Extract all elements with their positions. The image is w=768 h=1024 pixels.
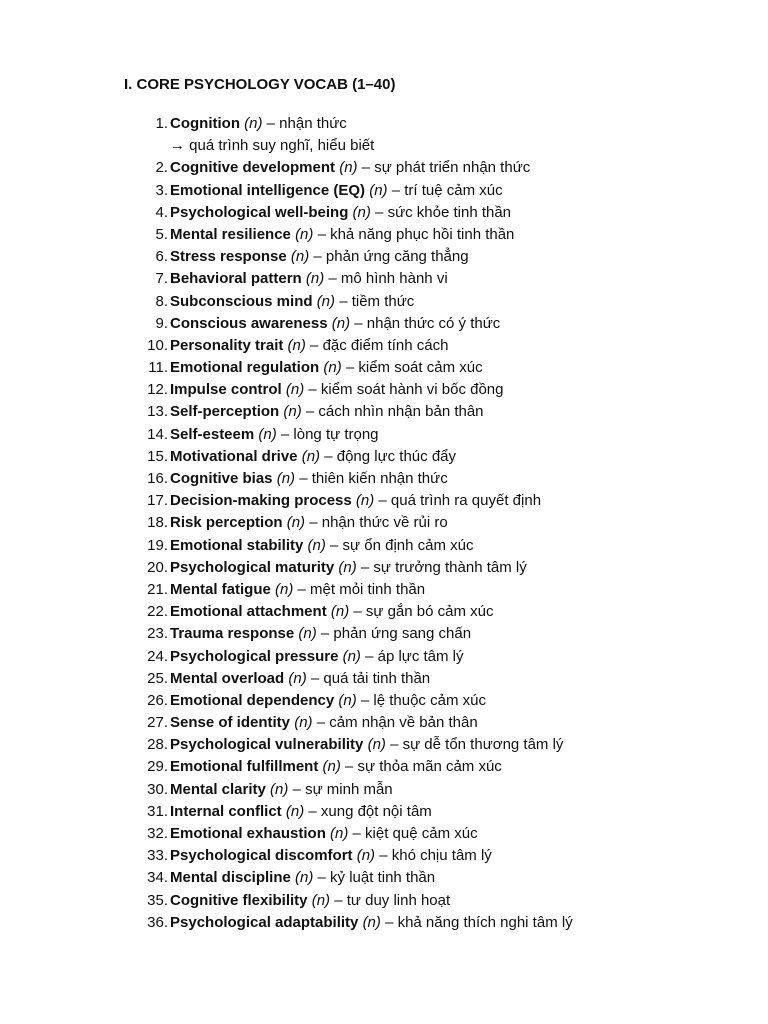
item-number: 12. [147, 381, 168, 399]
item-meaning: – khả năng phục hồi tinh thần [313, 225, 515, 243]
item-number: 2. [155, 159, 168, 177]
vocab-item [124, 668, 744, 690]
vocab-item [124, 490, 744, 512]
item-term: Psychological vulnerability [170, 736, 364, 754]
item-number: 23. [147, 625, 168, 643]
item-meaning: – lòng tự trọng [276, 425, 379, 443]
item-part-of-speech: (n) [352, 203, 371, 221]
item-term: Behavioral pattern [170, 270, 302, 288]
item-entry [170, 446, 456, 468]
item-meaning: – xung đột nội tâm [304, 802, 432, 820]
item-part-of-speech: (n) [294, 714, 313, 732]
item-meaning: – kiểm soát hành vi bốc đồng [304, 381, 504, 399]
item-meaning: – phản ứng căng thẳng [309, 248, 469, 266]
item-part-of-speech: (n) [342, 647, 361, 665]
item-entry [170, 601, 493, 623]
item-part-of-speech: (n) [275, 580, 294, 598]
vocab-item [124, 379, 744, 401]
vocab-list [124, 113, 744, 934]
item-entry [170, 268, 448, 290]
item-meaning: – sự thỏa mãn cảm xúc [340, 758, 502, 776]
item-meaning: – lệ thuộc cảm xúc [356, 691, 486, 709]
item-entry [170, 113, 347, 135]
vocab-item [124, 779, 744, 801]
vocab-item [124, 867, 744, 889]
vocab-item [124, 512, 744, 534]
item-entry [170, 157, 530, 179]
item-term: Decision-making process [170, 492, 352, 510]
item-meaning: – thiên kiến nhận thức [295, 470, 448, 488]
item-number: 19. [147, 536, 168, 554]
vocab-item [124, 424, 744, 446]
vocab-item [124, 890, 744, 912]
item-number: 27. [147, 714, 168, 732]
item-number: 17. [147, 492, 168, 510]
vocab-item [124, 291, 744, 313]
item-part-of-speech: (n) [258, 425, 277, 443]
item-entry [170, 557, 527, 579]
item-part-of-speech: (n) [330, 825, 349, 843]
item-entry [170, 867, 435, 889]
item-number: 8. [155, 292, 168, 310]
item-meaning: – tiềm thức [335, 292, 415, 310]
item-term: Risk perception [170, 514, 283, 532]
item-entry [170, 401, 484, 423]
item-term: Psychological well-being [170, 203, 349, 221]
vocab-item [124, 623, 744, 645]
item-entry [170, 823, 478, 845]
item-term: Self-esteem [170, 425, 255, 443]
vocab-item [124, 823, 744, 845]
vocab-item [124, 335, 744, 357]
item-entry [170, 357, 483, 379]
item-entry [170, 712, 478, 734]
item-term: Emotional intelligence (EQ) [170, 181, 366, 199]
item-number: 21. [147, 580, 168, 598]
item-meaning: – khả năng thích nghi tâm lý [380, 913, 573, 931]
item-part-of-speech: (n) [356, 847, 376, 865]
item-number: 24. [147, 647, 168, 665]
item-number: 25. [147, 669, 168, 687]
item-entry [170, 779, 393, 801]
item-part-of-speech: (n) [301, 447, 321, 465]
item-number: 32. [147, 825, 168, 843]
item-part-of-speech: (n) [270, 780, 289, 798]
item-entry [170, 734, 563, 756]
item-part-of-speech: (n) [298, 625, 317, 643]
item-term: Trauma response [170, 625, 295, 643]
item-part-of-speech: (n) [290, 248, 310, 266]
item-entry [170, 379, 504, 401]
vocab-item [124, 313, 744, 335]
vocab-item [124, 180, 744, 202]
item-entry [170, 512, 448, 534]
item-entry [170, 801, 432, 823]
item-meaning: – kỷ luật tinh thần [313, 869, 436, 887]
item-term: Internal conflict [170, 802, 282, 820]
item-part-of-speech: (n) [305, 270, 325, 288]
item-number: 35. [147, 891, 168, 909]
item-number: 29. [147, 758, 168, 776]
item-meaning: – sự minh mẫn [288, 780, 393, 798]
item-part-of-speech: (n) [311, 891, 331, 909]
item-term: Mental fatigue [170, 580, 271, 598]
item-entry [170, 246, 469, 268]
item-part-of-speech: (n) [338, 558, 357, 576]
item-term: Emotional exhaustion [170, 825, 326, 843]
item-part-of-speech: (n) [339, 159, 358, 177]
item-number: 30. [147, 780, 168, 798]
item-number: 28. [147, 736, 168, 754]
item-entry [170, 180, 503, 202]
item-entry [170, 468, 448, 490]
item-number: 1. [155, 115, 168, 132]
item-term: Cognitive development [170, 159, 336, 177]
item-entry [170, 291, 414, 313]
vocab-item [124, 446, 744, 468]
item-part-of-speech: (n) [295, 225, 314, 243]
item-number: 10. [147, 336, 168, 354]
item-term: Mental overload [170, 669, 285, 687]
item-part-of-speech: (n) [362, 913, 381, 931]
item-term: Stress response [170, 248, 287, 266]
item-entry [170, 668, 430, 690]
item-term: Emotional stability [170, 536, 304, 554]
item-term: Emotional fulfillment [170, 758, 319, 776]
vocab-item [124, 157, 744, 179]
item-part-of-speech: (n) [338, 691, 357, 709]
item-meaning: – kiểm soát cảm xúc [341, 359, 483, 377]
item-term: Cognitive flexibility [170, 891, 308, 909]
item-entry [170, 224, 514, 246]
item-meaning: – động lực thúc đẩy [320, 447, 457, 465]
vocab-item [124, 579, 744, 601]
item-meaning: – mô hình hành vi [324, 270, 448, 288]
item-meaning: – quá trình ra quyết định [374, 492, 542, 510]
vocab-item [124, 845, 744, 867]
item-term: Emotional regulation [170, 359, 320, 377]
item-sub-note: → quá trình suy nghĩ, hiểu biết [170, 137, 375, 155]
item-part-of-speech: (n) [355, 492, 375, 510]
item-number: 34. [147, 869, 168, 887]
vocab-item [124, 401, 744, 423]
item-term: Motivational drive [170, 447, 298, 465]
item-number: 20. [147, 558, 168, 576]
item-term: Mental clarity [170, 780, 266, 798]
vocab-item [124, 557, 744, 579]
item-number: 36. [147, 913, 168, 931]
item-number: 15. [147, 447, 168, 465]
item-entry [170, 912, 573, 934]
vocab-item [124, 734, 744, 756]
item-meaning: – sự ổn định cảm xúc [325, 536, 474, 554]
item-term: Mental resilience [170, 225, 291, 243]
vocab-item [124, 912, 744, 934]
item-entry [170, 535, 474, 557]
item-term: Conscious awareness [170, 314, 328, 332]
item-part-of-speech: (n) [323, 359, 342, 377]
item-term: Psychological adaptability [170, 913, 359, 931]
item-entry [170, 890, 450, 912]
item-part-of-speech: (n) [285, 381, 305, 399]
item-number: 3. [155, 181, 168, 199]
vocab-item [124, 246, 744, 268]
item-entry [170, 579, 425, 601]
item-term: Psychological discomfort [170, 847, 353, 865]
item-meaning: – phản ứng sang chấn [316, 625, 472, 643]
item-part-of-speech: (n) [286, 514, 306, 532]
item-term: Impulse control [170, 381, 282, 399]
item-number: 7. [155, 270, 168, 288]
item-number: 18. [147, 514, 168, 532]
item-meaning: – nhận thức [262, 115, 347, 132]
item-entry [170, 690, 486, 712]
item-number: 9. [155, 314, 168, 332]
item-term: Subconscious mind [170, 292, 313, 310]
vocab-item [124, 224, 744, 246]
item-term: Self-perception [170, 403, 280, 421]
item-meaning: – cách nhìn nhận bản thân [301, 403, 484, 421]
vocab-item [124, 268, 744, 290]
item-part-of-speech: (n) [367, 736, 386, 754]
item-meaning: – quá tải tinh thần [306, 669, 431, 687]
vocab-item [124, 690, 744, 712]
item-term: Cognition [170, 115, 240, 132]
item-part-of-speech: (n) [307, 536, 326, 554]
item-number: 31. [147, 802, 168, 820]
item-entry [170, 202, 511, 224]
item-number: 5. [155, 225, 168, 243]
item-meaning: – sức khỏe tinh thần [370, 203, 512, 221]
item-term: Psychological pressure [170, 647, 339, 665]
item-number: 26. [147, 691, 168, 709]
item-term: Personality trait [170, 336, 284, 354]
item-part-of-speech: (n) [285, 802, 305, 820]
item-part-of-speech: (n) [322, 758, 341, 776]
item-number: 14. [147, 425, 168, 443]
item-meaning: – nhận thức về rủi ro [305, 514, 448, 532]
item-part-of-speech: (n) [295, 869, 314, 887]
vocab-item [124, 712, 744, 734]
item-entry [170, 335, 448, 357]
item-part-of-speech: (n) [369, 181, 388, 199]
vocab-item [124, 601, 744, 623]
item-number: 16. [147, 470, 168, 488]
item-entry [170, 646, 464, 668]
item-number: 13. [147, 403, 168, 421]
vocab-item [124, 468, 744, 490]
item-entry [170, 424, 379, 446]
item-term: Sense of identity [170, 714, 291, 732]
item-part-of-speech: (n) [288, 669, 307, 687]
item-meaning: – sự dễ tổn thương tâm lý [385, 736, 564, 754]
item-term: Cognitive bias [170, 470, 273, 488]
item-meaning: – sự trưởng thành tâm lý [356, 558, 527, 576]
item-part-of-speech: (n) [316, 292, 336, 310]
item-part-of-speech: (n) [244, 115, 263, 132]
item-entry [170, 845, 492, 867]
vocab-item [124, 535, 744, 557]
item-part-of-speech: (n) [331, 314, 351, 332]
item-term: Emotional attachment [170, 603, 327, 621]
item-term: Mental discipline [170, 869, 291, 887]
vocab-item [124, 756, 744, 778]
item-meaning: – đặc điểm tính cách [305, 336, 449, 354]
item-meaning: – sự gắn bó cảm xúc [349, 603, 494, 621]
vocab-item [124, 646, 744, 668]
section-heading: I. CORE PSYCHOLOGY VOCAB (1–40) [124, 76, 396, 93]
item-meaning: – kiệt quệ cảm xúc [348, 825, 478, 843]
item-meaning: – khó chịu tâm lý [375, 847, 492, 865]
item-term: Psychological maturity [170, 558, 335, 576]
vocab-item [124, 357, 744, 379]
item-meaning: – tư duy linh hoạt [330, 891, 451, 909]
item-entry [170, 756, 502, 778]
item-meaning: – sự phát triển nhận thức [357, 159, 531, 177]
item-meaning: – trí tuệ cảm xúc [387, 181, 503, 199]
item-entry [170, 490, 541, 512]
vocab-item [124, 202, 744, 224]
item-term: Emotional dependency [170, 691, 335, 709]
item-part-of-speech: (n) [330, 603, 350, 621]
item-number: 6. [155, 248, 168, 266]
item-meaning: – mệt mỏi tinh thần [293, 580, 426, 598]
item-part-of-speech: (n) [287, 336, 306, 354]
item-entry [170, 623, 471, 645]
item-number: 22. [147, 603, 168, 621]
item-meaning: – nhận thức có ý thức [350, 314, 501, 332]
item-number: 4. [155, 203, 168, 221]
item-part-of-speech: (n) [276, 470, 296, 488]
item-meaning: – cảm nhận về bản thân [312, 714, 478, 732]
item-entry [170, 313, 500, 335]
item-part-of-speech: (n) [283, 403, 302, 421]
item-number: 11. [148, 359, 168, 377]
item-number: 33. [147, 847, 168, 865]
vocab-item [124, 113, 744, 157]
vocab-item [124, 801, 744, 823]
item-meaning: – áp lực tâm lý [360, 647, 464, 665]
